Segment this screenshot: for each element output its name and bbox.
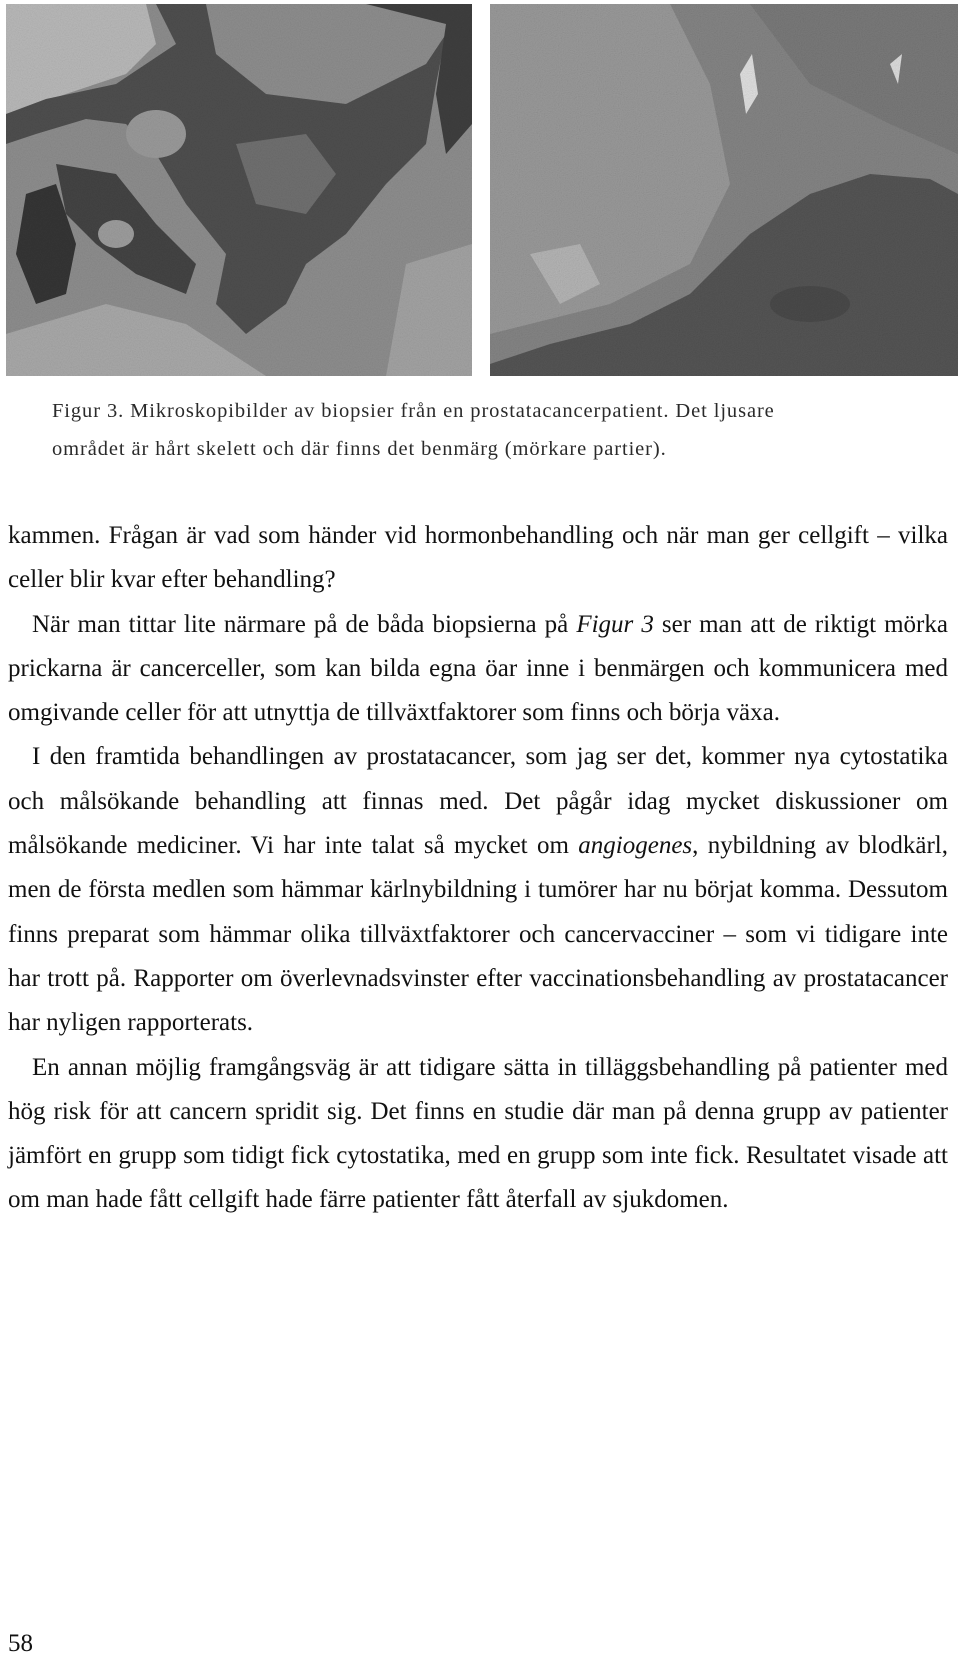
caption-line-2: området är hårt skelett och där finns det benmärg (mörkare partier).	[52, 438, 667, 460]
paragraph-2-text-b: ser man att de riktigt mörka prickarna är cancerceller, som kan bilda egna öar inne i benmärgen och kommunicera med omgivande celler för att utnyttja de tillväxtfaktorer som finns och börja växa.	[8, 610, 948, 727]
paragraph-4-text: En annan möjlig framgångsväg är att tidigare sätta in tilläggsbehandling på patienter med hög risk för att cancern spridit sig. Det finns en studie där man på denna grupp av patienter jämfört en grupp som tidigt fick cytostatika, med en grupp som inte fick. Resultatet visade att om man hade fått cellgift hade färre patienter fått återfall av sjukdomen.	[8, 1053, 948, 1214]
paragraph-3	[8, 735, 948, 1045]
page-number: 58	[8, 1630, 33, 1657]
term-angiogenes: angiogenes	[578, 832, 693, 860]
body-text	[8, 514, 948, 1223]
figure-3	[6, 4, 958, 376]
paragraph-2	[8, 603, 948, 736]
biopsy-micrograph-right	[490, 4, 958, 376]
paragraph-2-text-a: När man tittar lite närmare på de båda biopsierna på	[32, 610, 577, 638]
figure-reference: Figur 3	[576, 610, 654, 638]
figure-caption	[52, 392, 912, 468]
paragraph-3-text-a: I den framtida behandlingen av prostatacancer, som jag ser det, kommer nya cytostatika och målsökande behandling att finnas med. Det pågår idag mycket diskussioner om målsökande mediciner. Vi har inte talat så mycket om	[8, 743, 948, 860]
paragraph-3-text-b: , nybildning av blodkärl, men de första medlen som hämmar kärlnybildning i tumörer har nu börjat komma. Dessutom finns preparat som hämmar olika tillväxtfaktorer och cancervacciner – som vi tidigare inte har trott på. Rapporter om överlevnadsvinster efter vaccinationsbehandling av prostatacancer har nyligen rapporterats.	[8, 832, 948, 1037]
paragraph-1	[8, 514, 948, 603]
paragraph-4	[8, 1046, 948, 1223]
biopsy-micrograph-left	[6, 4, 472, 376]
caption-line-1: Figur 3. Mikroskopibilder av biopsier från en prostatacancerpatient. Det ljusare	[52, 400, 775, 422]
paragraph-1-text: kammen. Frågan är vad som händer vid hormonbehandling och när man ger cellgift – vilka celler blir kvar efter behandling?	[8, 522, 948, 594]
